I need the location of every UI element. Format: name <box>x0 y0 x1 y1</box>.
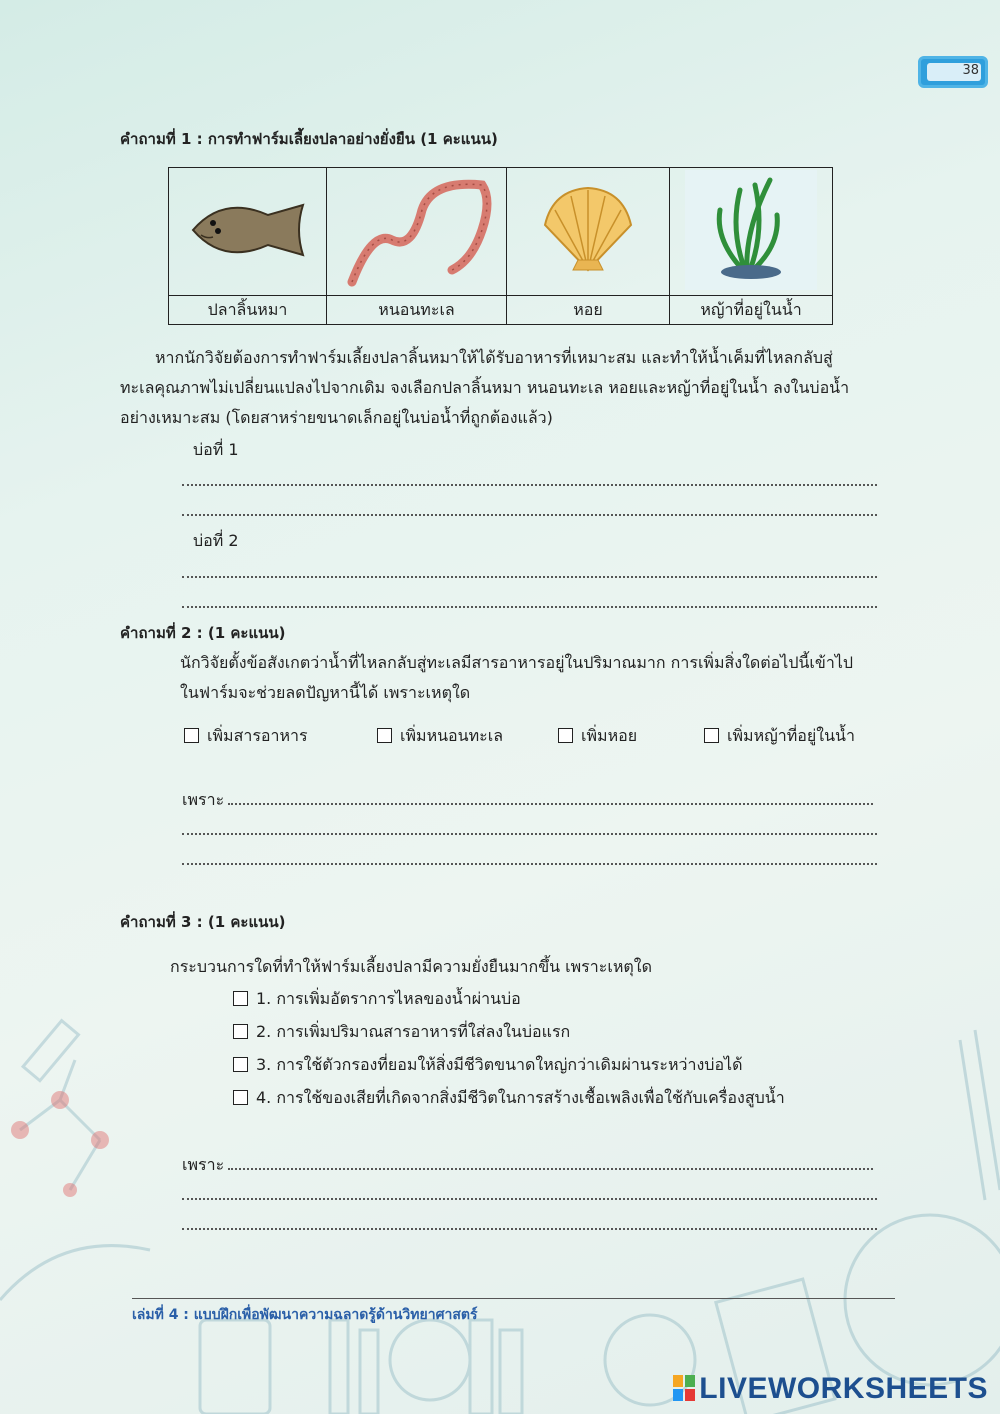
page-number-tab <box>918 56 988 88</box>
liveworksheets-brand <box>673 1372 988 1406</box>
table-label-shell: หอย <box>507 296 670 325</box>
pond-1-answer-line-1[interactable] <box>182 484 877 486</box>
question-2-title: คำถามที่ 2 : (1 คะแนน) <box>120 624 286 642</box>
seaweed-icon <box>685 170 817 290</box>
q1-paragraph-line-2: ทะเลคุณภาพไม่เปลี่ยนแปลงไปจากเดิม จงเลือกปลาลิ้นหมา หนอนทะเล หอยและหญ้าที่อยู่ในน้ำ ลงในบ่อน้ำ <box>120 378 850 397</box>
checkbox[interactable] <box>233 1057 248 1072</box>
checkbox[interactable] <box>377 728 392 743</box>
sea-worm-cell <box>327 168 507 296</box>
q3-prompt: กระบวนการใดที่ทำให้ฟาร์มเลี้ยงปลามีความยั่งยืนมากขึ้น เพราะเหตุใด <box>170 957 652 976</box>
checkbox[interactable] <box>233 1024 248 1039</box>
q2-text-line-1: นักวิจัยตั้งข้อสังเกตว่าน้ำที่ไหลกลับสู่ทะเลมีสารอาหารอยู่ในปริมาณมาก การเพิ่มสิ่งใดต่อไปนี้เข้าไป <box>180 653 854 672</box>
table-label-sea-worm: หนอนทะเล <box>327 296 507 325</box>
q1-paragraph-line-1: หากนักวิจัยต้องการทำฟาร์มเลี้ยงปลาลิ้นหมาให้ได้รับอาหารที่เหมาะสม และทำให้น้ำเค็มที่ไหลกลับสู่ <box>155 348 833 367</box>
q2-answer-line-1[interactable] <box>228 803 873 805</box>
checkbox[interactable] <box>558 728 573 743</box>
footer-divider <box>132 1298 895 1299</box>
table-label-flatfish: ปลาลิ้นหมา <box>169 296 327 325</box>
option-label: 3. การใช้ตัวกรองที่ยอมให้สิ่งมีชีวิตขนาดใหญ่กว่าเดิมผ่านระหว่างบ่อได้ <box>256 1055 743 1074</box>
pond-2-answer-line-1[interactable] <box>182 576 877 578</box>
flatfish-icon <box>183 185 313 275</box>
table-label-seaweed: หญ้าที่อยู่ในน้ำ <box>670 296 833 325</box>
q2-option-sea-worm[interactable] <box>377 724 503 749</box>
option-label: เพิ่มหญ้าที่อยู่ในน้ำ <box>727 726 855 745</box>
q3-answer-line-2[interactable] <box>182 1198 877 1200</box>
q1-paragraph-line-3: อย่างเหมาะสม (โดยสาหร่ายขนาดเล็กอยู่ในบ่อน้ำที่ถูกต้องแล้ว) <box>120 408 553 427</box>
pond-1-answer-line-2[interactable] <box>182 514 877 516</box>
seaweed-cell <box>670 168 833 296</box>
checkbox[interactable] <box>704 728 719 743</box>
q2-option-shell[interactable] <box>558 724 637 749</box>
question-3-title: คำถามที่ 3 : (1 คะแนน) <box>120 913 286 931</box>
checkbox[interactable] <box>233 991 248 1006</box>
option-label: 4. การใช้ของเสียที่เกิดจากสิ่งมีชีวิตในการสร้างเชื้อเพลิงเพื่อใช้กับเครื่องสูบน้ำ <box>256 1088 785 1107</box>
q3-answer-line-1[interactable] <box>228 1168 873 1170</box>
q3-answer-line-3[interactable] <box>182 1228 877 1230</box>
option-label: เพิ่มหอย <box>581 726 638 745</box>
checkbox[interactable] <box>233 1090 248 1105</box>
shell-cell <box>507 168 670 296</box>
pond-1-label: บ่อที่ 1 <box>193 440 239 459</box>
option-label: เพิ่มหนอนทะเล <box>400 726 504 745</box>
page-number: 38 <box>962 63 979 78</box>
flatfish-cell <box>169 168 327 296</box>
option-label: เพิ่มสารอาหาร <box>207 726 308 745</box>
q3-because-label: เพราะ <box>182 1155 225 1174</box>
pond-2-label: บ่อที่ 2 <box>193 531 239 550</box>
q2-because-label: เพราะ <box>182 790 225 809</box>
q3-option-1[interactable] <box>233 987 521 1012</box>
shell-icon <box>533 180 643 280</box>
q2-answer-line-3[interactable] <box>182 863 877 865</box>
checkbox[interactable] <box>184 728 199 743</box>
q3-option-4[interactable] <box>233 1086 785 1111</box>
footer-text: เล่มที่ 4 : แบบฝึกเพื่อพัฒนาความฉลาดรู้ด้านวิทยาศาสตร์ <box>132 1307 478 1323</box>
q2-option-nutrients[interactable] <box>184 724 308 749</box>
question-1-title: คำถามที่ 1 : การทำฟาร์มเลี้ยงปลาอย่างยั่งยืน (1 คะแนน) <box>120 130 498 148</box>
q2-answer-line-2[interactable] <box>182 833 877 835</box>
q3-option-3[interactable] <box>233 1053 742 1078</box>
sea-worm-icon <box>332 170 502 290</box>
liveworksheets-logo-icon <box>673 1375 695 1401</box>
q2-text-line-2: ในฟาร์มจะช่วยลดปัญหานี้ได้ เพราะเหตุใด <box>180 683 471 702</box>
option-label: 2. การเพิ่มปริมาณสารอาหารที่ใส่ลงในบ่อแรก <box>256 1022 571 1041</box>
pond-2-answer-line-2[interactable] <box>182 606 877 608</box>
q3-option-2[interactable] <box>233 1020 570 1045</box>
option-label: 1. การเพิ่มอัตราการไหลของน้ำผ่านบ่อ <box>256 989 521 1008</box>
organism-table <box>168 167 833 325</box>
q2-option-seaweed[interactable] <box>704 724 855 749</box>
brand-text: LIVEWORKSHEETS <box>699 1372 988 1405</box>
